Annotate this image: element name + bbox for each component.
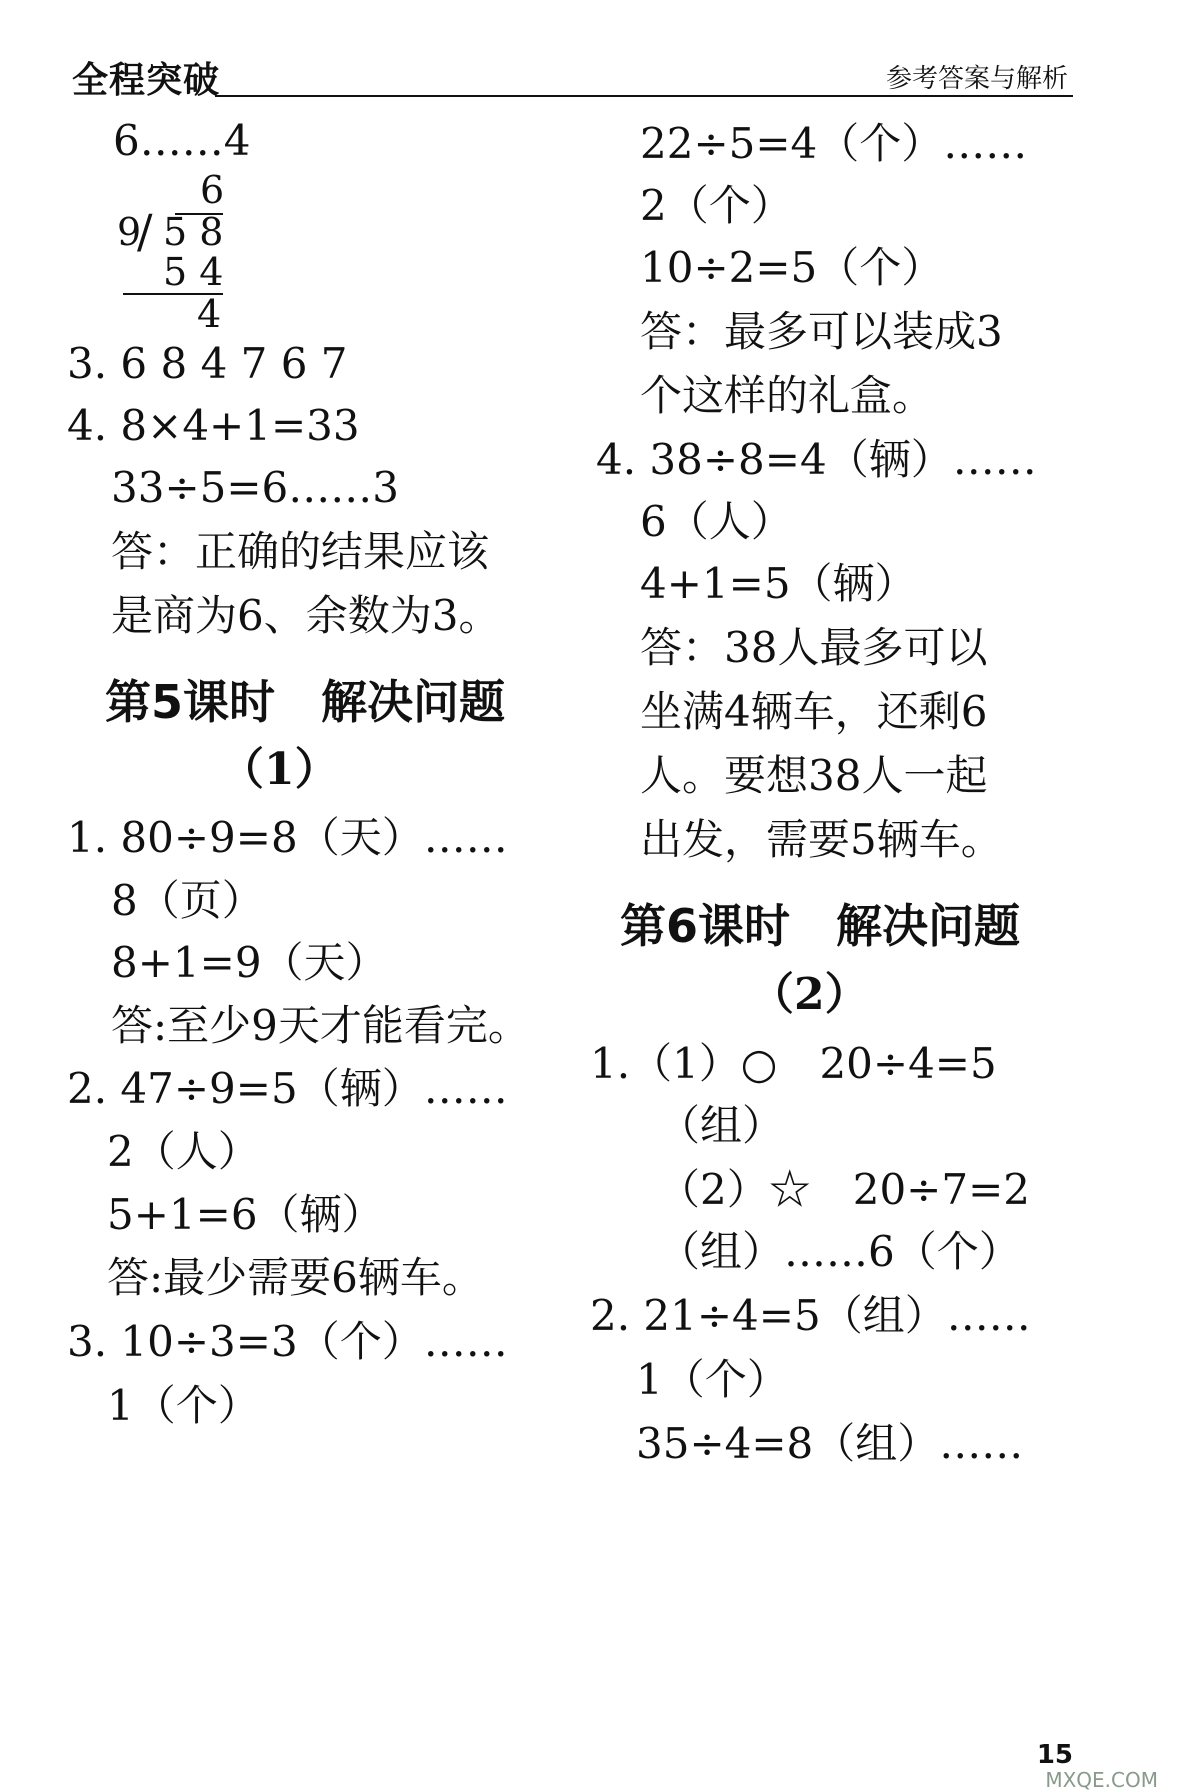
watermark: MXQE.COM	[1045, 1768, 1158, 1792]
answer-line: 个这样的礼盒。	[640, 371, 935, 420]
page-number: 15	[1036, 1740, 1073, 1770]
long-division-divisor: 9	[117, 210, 142, 254]
answer-line: 8+1=9（天）	[111, 938, 388, 987]
long-division-product: 5 4	[163, 250, 224, 294]
answer-line: 2（个）	[640, 181, 793, 230]
answer-line: 35÷4=8（组）……	[636, 1419, 1024, 1468]
answer-line: 3. 10÷3=3（个）……	[67, 1317, 508, 1366]
answer-line: 1（个）	[107, 1381, 260, 1430]
lesson-heading-number: （2）	[750, 969, 869, 1020]
answer-line: （2）☆ 20÷7=2	[658, 1165, 1030, 1214]
answer-line: 1. 80÷9=8（天）……	[67, 813, 508, 862]
answer-line: 8（页）	[111, 876, 264, 925]
long-division-bracket: /	[137, 204, 153, 258]
answer-line: 10÷2=5（个）	[640, 243, 944, 292]
long-division-remainder: 4	[197, 292, 222, 336]
answer-line: 人。要想38人一起	[640, 751, 988, 800]
answer-line: 答:最少需要6辆车。	[107, 1253, 484, 1302]
answer-line: 1（个）	[636, 1355, 789, 1404]
answer-line: 4+1=5（辆）	[640, 559, 917, 608]
section-title: 参考答案与解析	[885, 64, 1068, 94]
answer-line: （组）……6（个）	[658, 1227, 1021, 1276]
lesson-heading: 第5课时 解决问题	[105, 675, 506, 729]
answer-line: 33÷5=6……3	[111, 463, 399, 512]
answer-line: 答：38人最多可以	[640, 623, 988, 672]
answer-line: 答：最多可以装成3	[640, 307, 1003, 356]
answer-line: 2. 21÷4=5（组）……	[590, 1291, 1031, 1340]
answer-line: 5+1=6（辆）	[107, 1190, 384, 1239]
long-division-quotient: 6	[200, 168, 225, 212]
answer-line: 答:至少9天才能看完。	[111, 1001, 530, 1050]
answer-line: 1.（1）○ 20÷4=5	[590, 1039, 997, 1088]
answer-line: （组）	[658, 1101, 785, 1150]
answer-line: 2（人）	[107, 1127, 260, 1176]
answer-line: 出发，需要5辆车。	[640, 815, 1003, 864]
answer-line: 3. 6 8 4 7 6 7	[67, 339, 348, 388]
answer-line: 答：正确的结果应该	[111, 527, 490, 576]
answer-line: 2. 47÷9=5（辆）……	[67, 1064, 508, 1113]
answer-line: 坐满4辆车，还剩6	[640, 687, 988, 736]
answer-line: 6（人）	[640, 497, 793, 546]
answer-line: 4. 8×4+1=33	[67, 401, 360, 450]
header-rule	[215, 95, 1073, 97]
book-title: 全程突破	[72, 60, 221, 101]
answer-line: 是商为6、余数为3。	[111, 591, 501, 640]
answer-line: 4. 38÷8=4（辆）……	[596, 435, 1037, 484]
answer-line: 6……4	[113, 116, 251, 165]
long-division-dividend: 5 8	[163, 210, 224, 254]
lesson-heading-number: （1）	[220, 744, 339, 795]
lesson-heading: 第6课时 解决问题	[620, 899, 1021, 953]
answer-line: 22÷5=4（个）……	[640, 119, 1028, 168]
